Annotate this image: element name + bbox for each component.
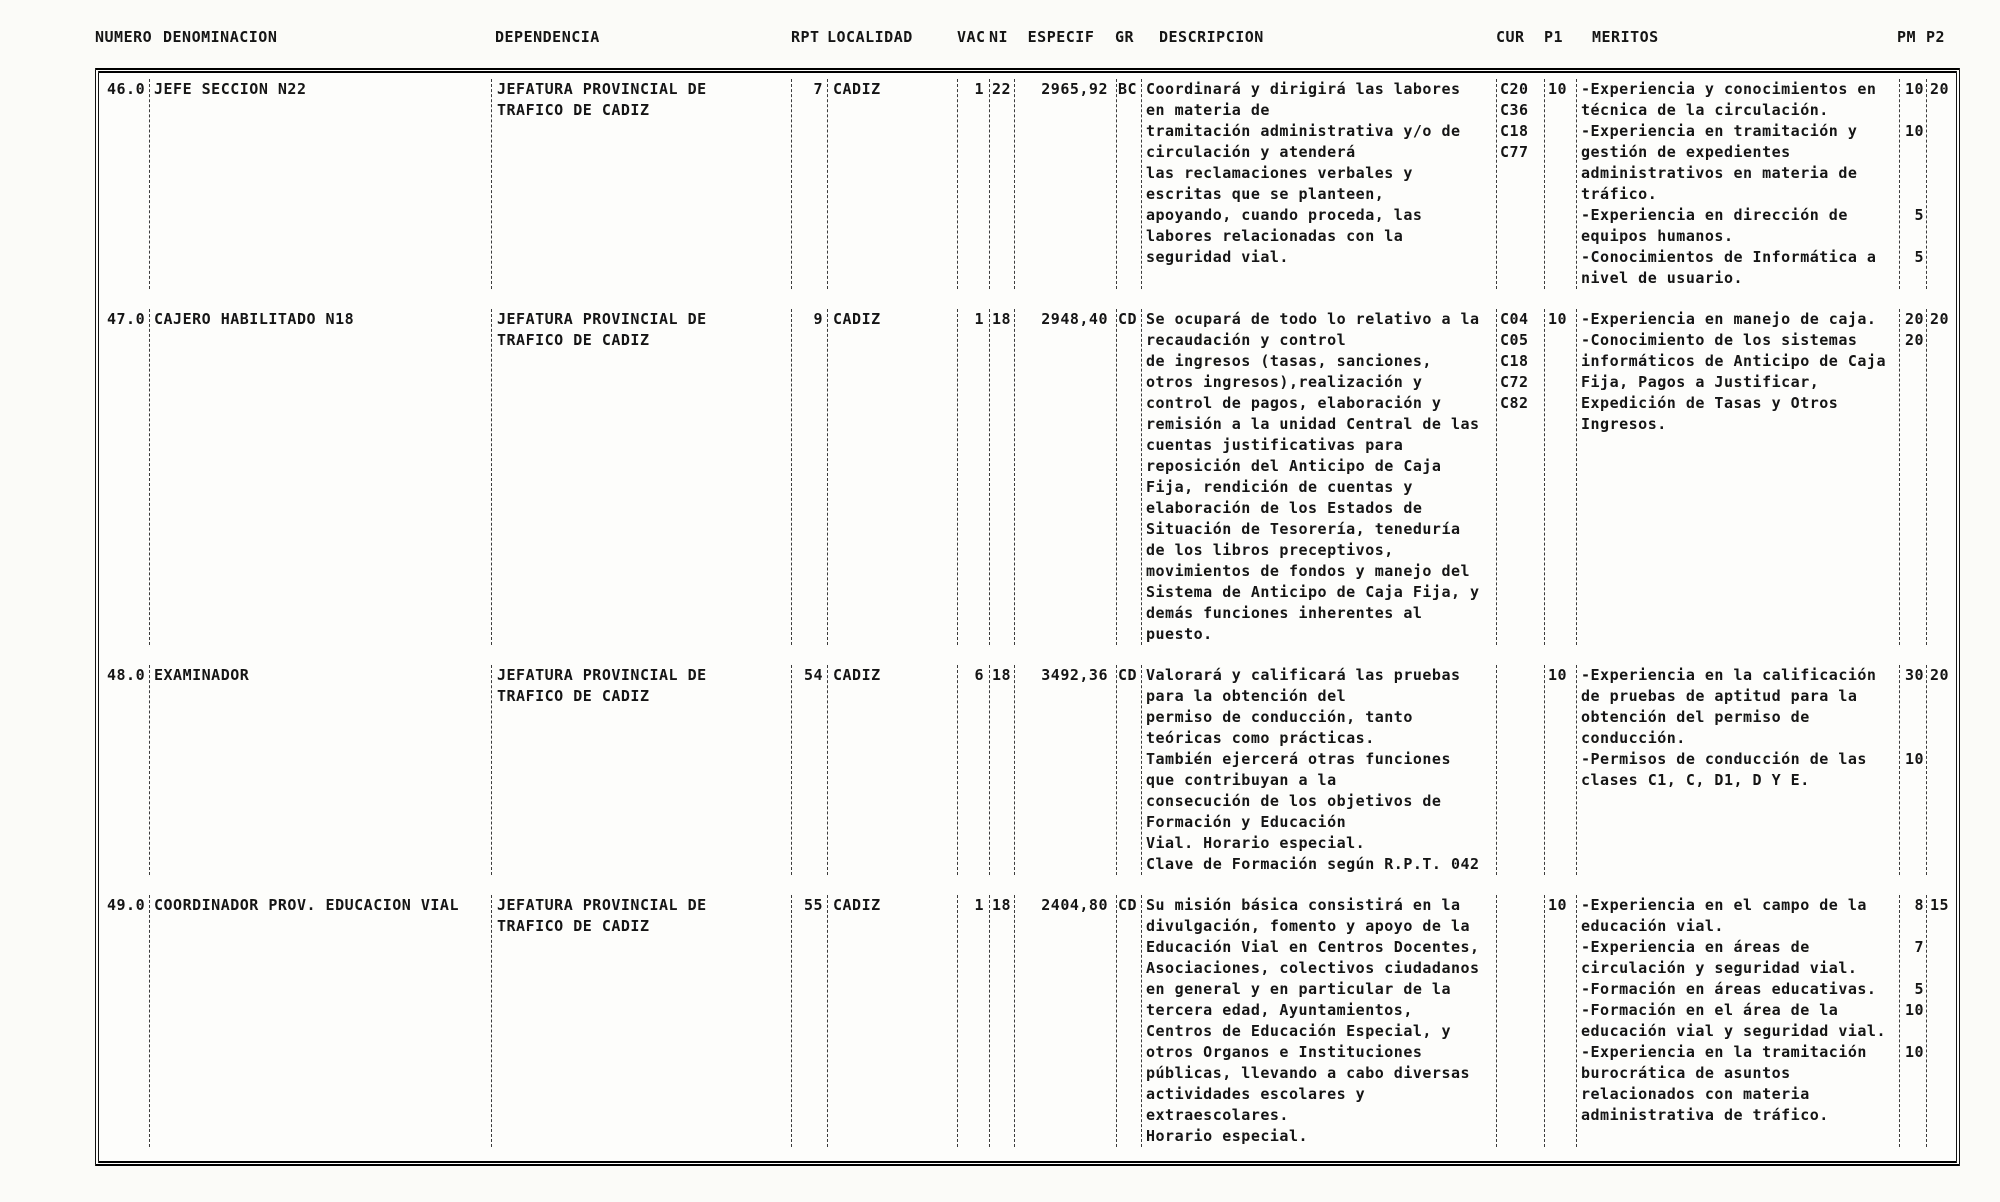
text-line: 18	[991, 666, 1011, 684]
text-line	[1500, 665, 1544, 686]
text-line: escritas que se planteen,	[1146, 185, 1385, 203]
col-header-especif: ESPECIF	[1027, 28, 1095, 46]
text-line: 49.0	[107, 896, 146, 914]
text-line: TRAFICO DE CADIZ	[497, 331, 650, 349]
text-line	[1930, 1063, 1956, 1084]
text-line	[1930, 100, 1956, 121]
text-line	[1900, 1084, 1924, 1105]
table-row	[99, 303, 1956, 659]
text-line	[1900, 100, 1924, 121]
text-line	[1900, 770, 1924, 791]
cell-gr	[1116, 79, 1141, 289]
cell-p1	[1544, 79, 1576, 289]
text-line: 20	[1930, 80, 1950, 98]
text-line	[1930, 351, 1956, 372]
text-line: 2404,80	[1041, 896, 1108, 914]
text-line: 20	[1930, 666, 1950, 684]
text-line	[1930, 247, 1956, 268]
text-line: las reclamaciones verbales y	[1146, 164, 1413, 182]
cell-gr	[1116, 309, 1141, 645]
text-line	[1930, 414, 1956, 435]
text-line: -Experiencia en manejo de caja.	[1581, 310, 1877, 328]
col-header-ni: NI	[989, 28, 1009, 46]
text-line: extraescolares.	[1146, 1106, 1289, 1124]
col-header-localidad: LOCALIDAD	[827, 28, 913, 46]
cell-especif	[1014, 79, 1116, 289]
cell-localidad	[827, 309, 957, 645]
text-line: 55	[803, 896, 823, 914]
text-line: 5	[1914, 980, 1924, 998]
table-row	[99, 73, 1956, 303]
cell-numero	[99, 309, 149, 645]
text-line: de pruebas de aptitud para la	[1581, 687, 1858, 705]
cell-p1	[1544, 309, 1576, 645]
cell-gr	[1116, 665, 1141, 875]
text-line: conducción.	[1581, 729, 1686, 747]
text-line: -Formación en áreas educativas.	[1581, 980, 1877, 998]
col-header-cur: CUR	[1496, 28, 1525, 46]
text-line: 47.0	[107, 310, 146, 328]
text-line: actividades escolares y	[1146, 1085, 1366, 1103]
cell-pm	[1899, 895, 1926, 1147]
text-line	[1900, 351, 1924, 372]
text-line	[1900, 686, 1924, 707]
text-line: 54	[803, 666, 823, 684]
text-line	[1900, 184, 1924, 205]
table-row	[99, 889, 1956, 1161]
text-line: C36	[1500, 101, 1529, 119]
cell-meritos	[1576, 309, 1899, 645]
rpt-table-rows	[99, 73, 1956, 1161]
text-line: Se ocupará de todo lo relativo a la	[1146, 310, 1480, 328]
cell-vac	[957, 665, 989, 875]
text-line: circulación y atenderá	[1146, 143, 1356, 161]
text-line: Centros de Educación Especial, y	[1146, 1022, 1451, 1040]
text-line: -Conocimiento de los sistemas	[1581, 331, 1858, 349]
cell-vac	[957, 895, 989, 1147]
text-line: CADIZ	[833, 80, 881, 98]
text-line: Expedición de Tasas y Otros	[1581, 394, 1839, 412]
text-line: 22	[991, 80, 1011, 98]
text-line	[1930, 205, 1956, 226]
text-line: -Experiencia en la calificación	[1581, 666, 1877, 684]
text-line: administrativa de tráfico.	[1581, 1106, 1829, 1124]
text-line	[1930, 184, 1956, 205]
text-line: circulación y seguridad vial.	[1581, 959, 1858, 977]
cell-pm	[1899, 79, 1926, 289]
text-line: Ingresos.	[1581, 415, 1667, 433]
text-line: para la obtención del	[1146, 687, 1347, 705]
text-line: Valorará y calificará las pruebas	[1146, 666, 1461, 684]
text-line: movimientos de fondos y manejo del	[1146, 562, 1471, 580]
cell-cur	[1496, 309, 1544, 645]
text-line: nivel de usuario.	[1581, 269, 1744, 287]
text-line: Situación de Tesorería, teneduría	[1146, 520, 1461, 538]
text-line	[1930, 916, 1956, 937]
text-line: teóricas como prácticas.	[1146, 729, 1375, 747]
text-line: También ejercerá otras funciones	[1146, 750, 1451, 768]
col-header-pm: PM	[1897, 28, 1917, 46]
text-line	[1930, 142, 1956, 163]
text-line: gestión de expedientes	[1581, 143, 1791, 161]
text-line	[1900, 414, 1924, 435]
text-line: 8	[1914, 896, 1924, 914]
text-line: CADIZ	[833, 896, 881, 914]
text-line: Sistema de Anticipo de Caja Fija, y	[1146, 583, 1480, 601]
text-line	[1930, 728, 1956, 749]
col-header-numero: NUMERO	[95, 28, 153, 46]
text-line: públicas, llevando a cabo diversas	[1146, 1064, 1471, 1082]
text-line: tramitación administrativa y/o de	[1146, 122, 1461, 140]
col-header-descripcion: DESCRIPCION	[1159, 28, 1264, 46]
text-line: 15	[1930, 896, 1950, 914]
text-line: BC	[1118, 80, 1138, 98]
text-line: seguridad vial.	[1146, 248, 1289, 266]
text-line: tráfico.	[1581, 185, 1658, 203]
col-header-vac: VAC	[957, 28, 986, 46]
cell-descripcion	[1141, 665, 1496, 875]
text-line	[1930, 1084, 1956, 1105]
text-line: -Conocimientos de Informática a	[1581, 248, 1877, 266]
text-line: 10	[1548, 666, 1568, 684]
cell-meritos	[1576, 665, 1899, 875]
text-line: C18	[1500, 352, 1529, 370]
text-line	[1900, 372, 1924, 393]
cell-cur	[1496, 665, 1544, 875]
cell-ni	[989, 309, 1014, 645]
text-line: CD	[1118, 896, 1138, 914]
col-header-denominacion: DENOMINACION	[163, 28, 278, 46]
col-header-dependencia: DEPENDENCIA	[495, 28, 600, 46]
text-line: Educación Vial en Centros Docentes,	[1146, 938, 1480, 956]
text-line: -Experiencia y conocimientos en	[1581, 80, 1877, 98]
text-line: Clave de Formación según R.P.T. 042	[1146, 855, 1480, 873]
text-line: JEFE SECCION N22	[154, 80, 307, 98]
text-line: TRAFICO DE CADIZ	[497, 101, 650, 119]
text-line	[1930, 1000, 1956, 1021]
cell-p2	[1926, 79, 1956, 289]
text-line: CAJERO HABILITADO N18	[154, 310, 355, 328]
text-line: -Permisos de conducción de las	[1581, 750, 1867, 768]
cell-dependencia	[491, 895, 791, 1147]
text-line: JEFATURA PROVINCIAL DE	[497, 310, 707, 328]
text-line: -Formación en el área de la	[1581, 1001, 1839, 1019]
text-line	[1900, 1021, 1924, 1042]
cell-ni	[989, 665, 1014, 875]
cell-rpt	[791, 895, 827, 1147]
cell-cur	[1496, 895, 1544, 1147]
text-line	[1930, 330, 1956, 351]
text-line: CD	[1118, 310, 1138, 328]
cell-meritos	[1576, 79, 1899, 289]
text-line: elaboración de los Estados de	[1146, 499, 1423, 517]
text-line	[1930, 770, 1956, 791]
text-line: obtención del permiso de	[1581, 708, 1810, 726]
cell-gr	[1116, 895, 1141, 1147]
cell-numero	[99, 79, 149, 289]
text-line: informáticos de Anticipo de Caja	[1581, 352, 1886, 370]
text-line: EXAMINADOR	[154, 666, 250, 684]
cell-descripcion	[1141, 79, 1496, 289]
col-header-rpt: RPT	[791, 28, 820, 46]
text-line: 1	[974, 310, 984, 328]
text-line: 20	[1904, 331, 1924, 349]
text-line: educación vial.	[1581, 917, 1724, 935]
text-line: CADIZ	[833, 666, 881, 684]
text-line: -Experiencia en áreas de	[1581, 938, 1810, 956]
text-line	[1930, 393, 1956, 414]
text-line	[1930, 372, 1956, 393]
text-line	[1900, 728, 1924, 749]
text-line: 10	[1904, 1043, 1924, 1061]
text-line: C04	[1500, 310, 1529, 328]
text-line: Fija, rendición de cuentas y	[1146, 478, 1413, 496]
text-line: administrativos en materia de	[1581, 164, 1858, 182]
text-line	[1930, 121, 1956, 142]
cell-dependencia	[491, 665, 791, 875]
cell-p2	[1926, 309, 1956, 645]
table-row	[99, 659, 1956, 889]
text-line: COORDINADOR PROV. EDUCACION VIAL	[154, 896, 459, 914]
text-line: 7	[1914, 938, 1924, 956]
text-line: -Experiencia en el campo de la	[1581, 896, 1867, 914]
cell-descripcion	[1141, 895, 1496, 1147]
text-line	[1930, 1021, 1956, 1042]
text-line: 6	[974, 666, 984, 684]
col-header-gr: GR	[1114, 28, 1135, 46]
cell-p2	[1926, 665, 1956, 875]
text-line: 10	[1904, 122, 1924, 140]
text-line	[1900, 1105, 1924, 1126]
text-line: -Experiencia en la tramitación	[1581, 1043, 1867, 1061]
text-line	[1930, 1042, 1956, 1063]
text-line: C18	[1500, 122, 1529, 140]
text-line	[1930, 707, 1956, 728]
text-line	[1500, 895, 1544, 916]
text-line: 10	[1548, 310, 1568, 328]
cell-p1	[1544, 895, 1576, 1147]
text-line: 2948,40	[1041, 310, 1108, 328]
text-line: en materia de	[1146, 101, 1270, 119]
text-line: en general y en particular de la	[1146, 980, 1451, 998]
text-line	[1930, 226, 1956, 247]
text-line: Vial. Horario especial.	[1146, 834, 1366, 852]
cell-rpt	[791, 79, 827, 289]
text-line: CADIZ	[833, 310, 881, 328]
text-line: reposición del Anticipo de Caja	[1146, 457, 1442, 475]
cell-dependencia	[491, 309, 791, 645]
text-line: C05	[1500, 331, 1529, 349]
text-line: TRAFICO DE CADIZ	[497, 687, 650, 705]
text-line	[1930, 686, 1956, 707]
text-line: C20	[1500, 80, 1529, 98]
text-line: 9	[813, 310, 823, 328]
text-line	[1930, 958, 1956, 979]
text-line: C77	[1500, 143, 1529, 161]
cell-denominacion	[149, 309, 491, 645]
text-line: tercera edad, Ayuntamientos,	[1146, 1001, 1413, 1019]
cell-rpt	[791, 309, 827, 645]
text-line: Horario especial.	[1146, 1127, 1309, 1145]
cell-localidad	[827, 665, 957, 875]
text-line: apoyando, cuando proceda, las	[1146, 206, 1423, 224]
text-line: 10	[1904, 80, 1924, 98]
text-line: otros Organos e Instituciones	[1146, 1043, 1423, 1061]
text-line	[1900, 1063, 1924, 1084]
cell-dependencia	[491, 79, 791, 289]
text-line: JEFATURA PROVINCIAL DE	[497, 666, 707, 684]
text-line	[1930, 268, 1956, 289]
cell-meritos	[1576, 895, 1899, 1147]
cell-especif	[1014, 309, 1116, 645]
col-header-p1: P1	[1544, 28, 1564, 46]
text-line: 10	[1904, 1001, 1924, 1019]
cell-ni	[989, 79, 1014, 289]
text-line: 10	[1904, 750, 1924, 768]
cell-rpt	[791, 665, 827, 875]
text-line: recaudación y control	[1146, 331, 1347, 349]
text-line: JEFATURA PROVINCIAL DE	[497, 80, 707, 98]
text-line: 30	[1904, 666, 1924, 684]
text-line: 20	[1930, 310, 1950, 328]
text-line: remisión a la unidad Central de las	[1146, 415, 1480, 433]
text-line: de ingresos (tasas, sanciones,	[1146, 352, 1432, 370]
text-line: permiso de conducción, tanto	[1146, 708, 1413, 726]
text-line	[1900, 393, 1924, 414]
text-line: -Experiencia en dirección de	[1581, 206, 1848, 224]
text-line: 18	[991, 310, 1011, 328]
text-line: 46.0	[107, 80, 146, 98]
text-line: demás funciones inherentes al	[1146, 604, 1423, 622]
text-line: Coordinará y dirigirá las labores	[1146, 80, 1461, 98]
text-line: 48.0	[107, 666, 146, 684]
cell-vac	[957, 309, 989, 645]
text-line: 20	[1904, 310, 1924, 328]
cell-especif	[1014, 895, 1116, 1147]
text-line: relacionados con materia	[1581, 1085, 1810, 1103]
text-line: JEFATURA PROVINCIAL DE	[497, 896, 707, 914]
text-line: 10	[1548, 896, 1568, 914]
text-line: cuentas justificativas para	[1146, 436, 1404, 454]
text-line: educación vial y seguridad vial.	[1581, 1022, 1886, 1040]
text-line: burocrática de asuntos	[1581, 1064, 1791, 1082]
text-line: Fija, Pagos a Justificar,	[1581, 373, 1820, 391]
text-line	[1900, 163, 1924, 184]
cell-denominacion	[149, 895, 491, 1147]
text-line: equipos humanos.	[1581, 227, 1734, 245]
text-line: 3492,36	[1041, 666, 1108, 684]
text-line: 18	[991, 896, 1011, 914]
text-line: otros ingresos),realización y	[1146, 373, 1423, 391]
cell-ni	[989, 895, 1014, 1147]
text-line: C72	[1500, 373, 1529, 391]
cell-pm	[1899, 665, 1926, 875]
text-line: Formación y Educación	[1146, 813, 1347, 831]
column-headers	[95, 28, 1952, 46]
text-line: que contribuyan a la	[1146, 771, 1337, 789]
cell-p1	[1544, 665, 1576, 875]
text-line	[1900, 916, 1924, 937]
text-line	[1900, 707, 1924, 728]
col-header-p2: P2	[1926, 28, 1946, 46]
text-line: CD	[1118, 666, 1138, 684]
text-line: divulgación, fomento y apoyo de la	[1146, 917, 1471, 935]
cell-numero	[99, 895, 149, 1147]
text-line: 5	[1914, 206, 1924, 224]
cell-especif	[1014, 665, 1116, 875]
text-line	[1930, 979, 1956, 1000]
cell-localidad	[827, 895, 957, 1147]
cell-descripcion	[1141, 309, 1496, 645]
text-line	[1930, 937, 1956, 958]
text-line: -Experiencia en tramitación y	[1581, 122, 1858, 140]
text-line: Asociaciones, colectivos ciudadanos	[1146, 959, 1480, 977]
cell-localidad	[827, 79, 957, 289]
text-line: 2965,92	[1041, 80, 1108, 98]
text-line: TRAFICO DE CADIZ	[497, 917, 650, 935]
text-line	[1900, 226, 1924, 247]
rpt-table	[95, 68, 1960, 1166]
text-line: 5	[1914, 248, 1924, 266]
col-header-meritos: MERITOS	[1592, 28, 1659, 46]
cell-numero	[99, 665, 149, 875]
text-line: C82	[1500, 394, 1529, 412]
text-line: de los libros preceptivos,	[1146, 541, 1394, 559]
text-line	[1900, 268, 1924, 289]
cell-vac	[957, 79, 989, 289]
text-line: labores relacionadas con la	[1146, 227, 1404, 245]
cell-cur	[1496, 79, 1544, 289]
text-line	[1900, 142, 1924, 163]
text-line: control de pagos, elaboración y	[1146, 394, 1442, 412]
text-line	[1930, 1105, 1956, 1126]
text-line: 7	[813, 80, 823, 98]
text-line: 1	[974, 896, 984, 914]
cell-denominacion	[149, 665, 491, 875]
text-line	[1930, 163, 1956, 184]
text-line	[1930, 749, 1956, 770]
text-line: Su misión básica consistirá en la	[1146, 896, 1461, 914]
text-line: clases C1, C, D1, D Y E.	[1581, 771, 1810, 789]
text-line: 10	[1548, 80, 1568, 98]
text-line: puesto.	[1146, 625, 1213, 643]
text-line	[1900, 958, 1924, 979]
text-line: técnica de la circulación.	[1581, 101, 1829, 119]
cell-denominacion	[149, 79, 491, 289]
text-line: 1	[974, 80, 984, 98]
cell-pm	[1899, 309, 1926, 645]
cell-p2	[1926, 895, 1956, 1147]
text-line: consecución de los objetivos de	[1146, 792, 1442, 810]
